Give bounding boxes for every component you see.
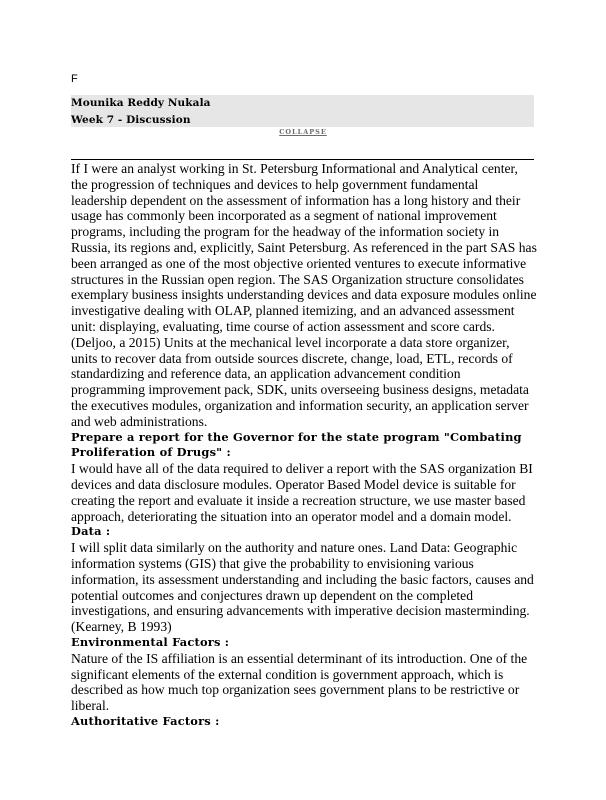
author-name: Mounika Reddy Nukala xyxy=(71,97,211,109)
post-body xyxy=(71,161,537,730)
report-paragraph: I would have all of the data required to deliver a report with the SAS organization BI devices and data disclosure modules. Operator Based Model device is suitable for creating the report and evaluate it inside a recreation structure, we use master based approach, deteriorating the situation into an operator model and a domain model. xyxy=(71,461,533,524)
environmental-paragraph: Nature of the IS affiliation is an essential determinant of its introduction. One of the significant elements of the external condition is government approach, which is described as how much top organization sees government plans to be restrictive or liberal. xyxy=(71,650,528,714)
post-title: Week 7 - Discussion xyxy=(71,114,191,126)
section-heading-data: Data : xyxy=(71,524,111,539)
section-heading-report: Prepare a report for the Governor for the state program "Combating Proliferation of Drugs" : xyxy=(71,429,522,460)
page-marker: F xyxy=(71,73,78,85)
divider-line xyxy=(71,159,534,160)
intro-paragraph: If I were an analyst working in St. Petersburg Informational and Analytical center, the progression of techniques and devices to help government fundamental leadership dependent on the assessment of information has a long history and their usage has commonly been incorporated as a segment of national improvement programs, including the program for the headway of the information society in Russia, its regions and, explicitly, Saint Petersburg. As referenced in the part SAS has been arranged as one of the most objective oriented ventures to execute informative structures in the Russian open region. The SAS Organization structure consolidates exemplary business insights understanding devices and data exposure modules online investigative dealing with OLAP, planned itemizing, and an advanced assessment unit: displaying, evaluating, time course of action assessment and score cards. (Deljoo, a 2015) Units at the mechanical level incorporate a data store organizer, units to recover data from outside sources discrete, change, load, ETL, records of standardizing and reference data, an application advancement condition programming improvement pack, SDK, units overseeing business designs, metadata the executives modules, organization and information security, an application server and web administrations. xyxy=(71,161,537,429)
section-heading-environmental: Environmental Factors : xyxy=(71,634,230,649)
section-heading-authoritative: Authoritative Factors : xyxy=(71,713,220,728)
data-paragraph: I will split data similarly on the authority and nature ones. Land Data: Geographic information systems (GIS) that give the probability to envisioning various information, its assessment understanding and including the basic factors, causes and potential outcomes and conjectures drawn up dependent on the completed investigations, and ensuring advancements with imperative decision masterminding. (Kearney, B 1993) xyxy=(71,540,534,635)
collapse-link[interactable]: COLLAPSE xyxy=(279,128,327,136)
